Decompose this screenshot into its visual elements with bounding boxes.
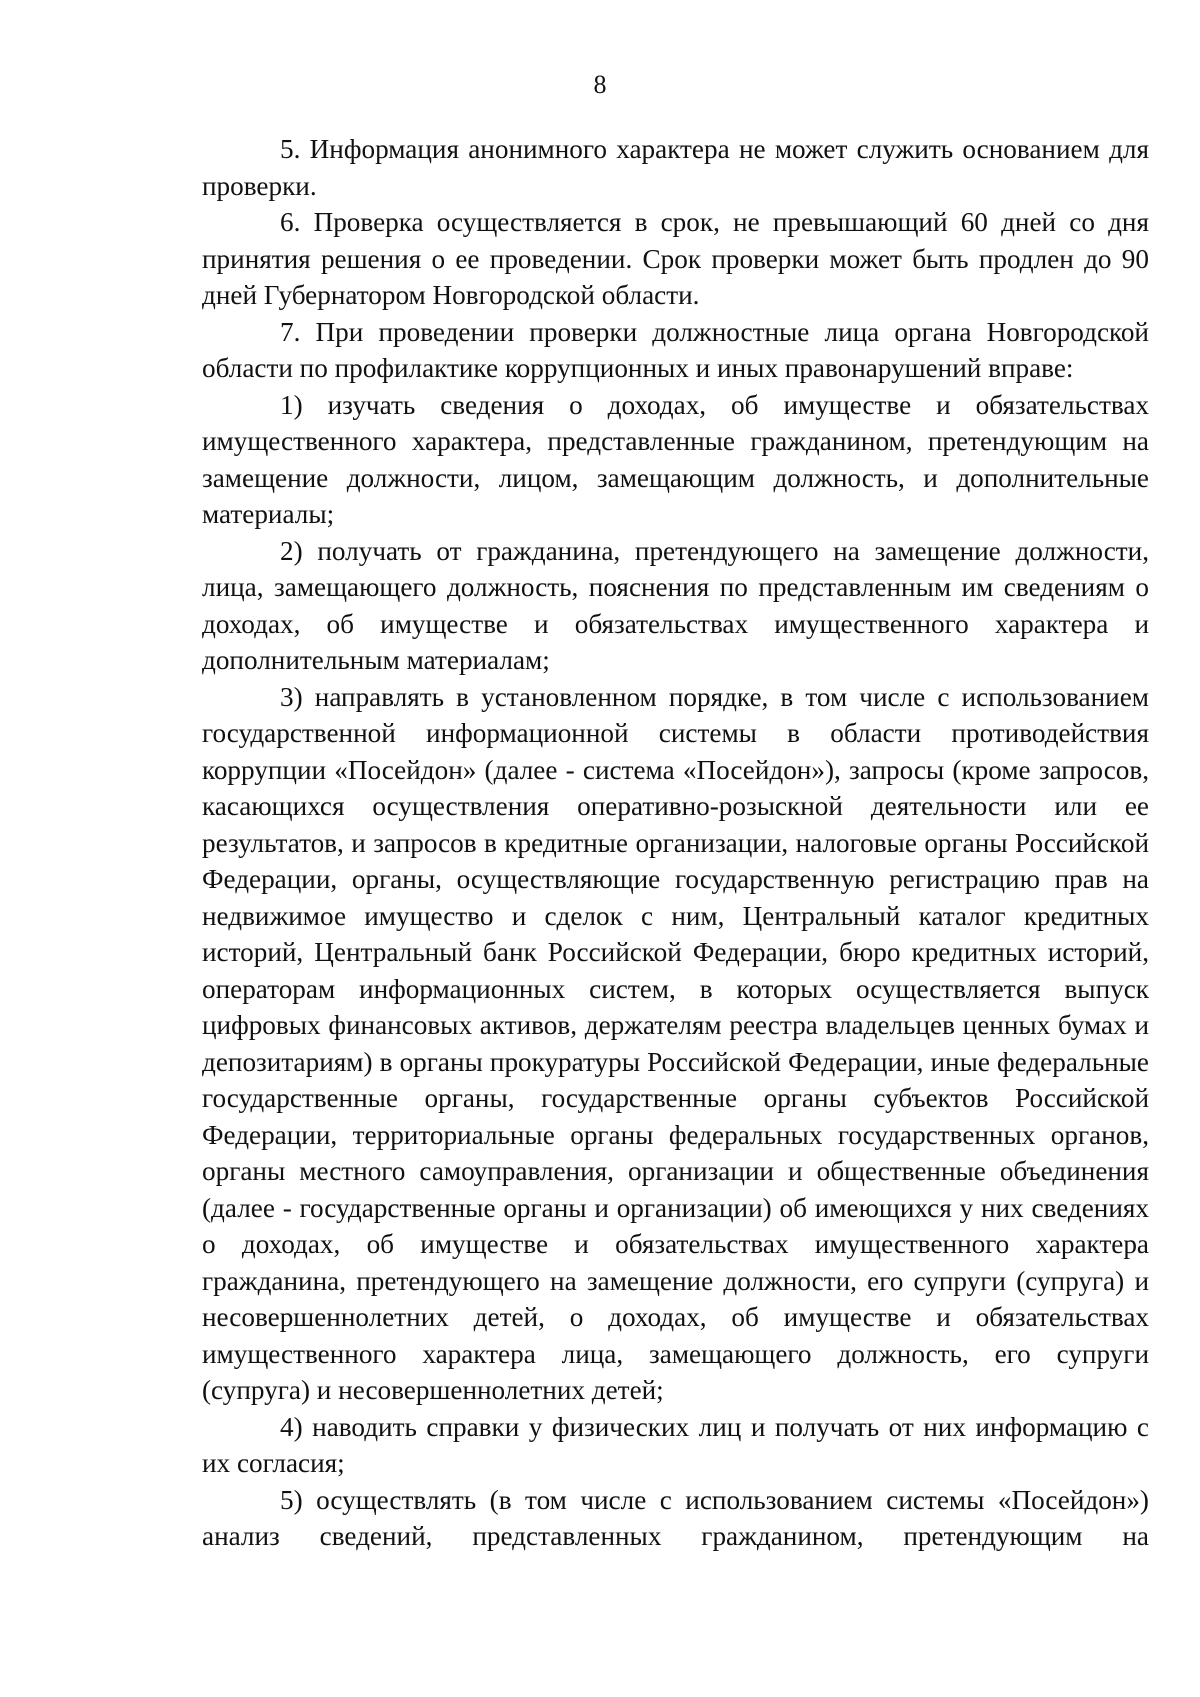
list-item-2-get-explanations: 2) получать от гражданина, претендующего на замещение должности, лица, замещающего должность, пояснения по представленным им сведениям о доходах, об имуществе и обязательствах имущественного характера и дополнительным материалам; [202, 535, 1149, 675]
paragraph-7-officials-rights: 7. При проведении проверки должностные лица органа Новгородской области по профилактике коррупционных и иных правонарушений вправе: [202, 316, 1149, 383]
page-number: 8 [593, 70, 607, 99]
paragraph-6-check-term: 6. Проверка осуществляется в срок, не превышающий 60 дней со дня принятия решения о ее проведении. Срок проверки может быть продлен до 90 дней Губернатором Новгородской области. [202, 207, 1149, 310]
list-item-3-send-requests: 3) направлять в установленном порядке, в том числе с использованием государственной информационной системы в области противодействия коррупции «Посейдон» (далее - система «Посейдон»), запросы (кроме запросов, касающихся осуществления оперативно-розыскной деятельности или ее результатов, и запросов в кредитные организации, налоговые органы Российской Федерации, органы, осуществляющие государственную регистрацию прав на недвижимое имущество и сделок с ним, Центральный каталог кредитных историй, Центральный банк Российской Федерации, бюро кредитных историй, операторам информационных систем, в которых осуществляется выпуск цифровых финансовых активов, держателям реестра владельцев ценных бумах и депозитариям) в органы прокуратуры Российской Федерации, иные федеральные государственные органы, государственные органы субъектов Российской Федерации, территориальные органы федеральных государственных органов, органы местного самоуправления, организации и общественные объединения (далее - государственные органы и организации) об имеющихся у них сведениях о доходах, об имуществе и обязательствах имущественного характера гражданина, претендующего на замещение должности, его супруги (супруга) и несовершеннолетних детей, о доходах, об имуществе и обязательствах имущественного характера лица, замещающего должность, его супруги (супруга) и несовершеннолетних детей; [202, 681, 1149, 1405]
list-item-4-make-inquiries: 4) наводить справки у физических лиц и получать от них информацию с их согласия; [202, 1411, 1149, 1478]
list-item-5-analysis: 5) осуществлять (в том числе с использованием системы «Посейдон») анализ сведений, представленных гражданином, претендующим на [202, 1484, 1149, 1551]
document-body [202, 131, 1149, 1555]
list-item-1-study-info: 1) изучать сведения о доходах, об имуществе и обязательствах имущественного характера, представленные гражданином, претендующим на замещение должности, лицом, замещающим должность, и дополнительные материалы; [202, 389, 1149, 529]
paragraph-5-anonymous-info: 5. Информация анонимного характера не может служить основанием для проверки. [202, 134, 1149, 201]
